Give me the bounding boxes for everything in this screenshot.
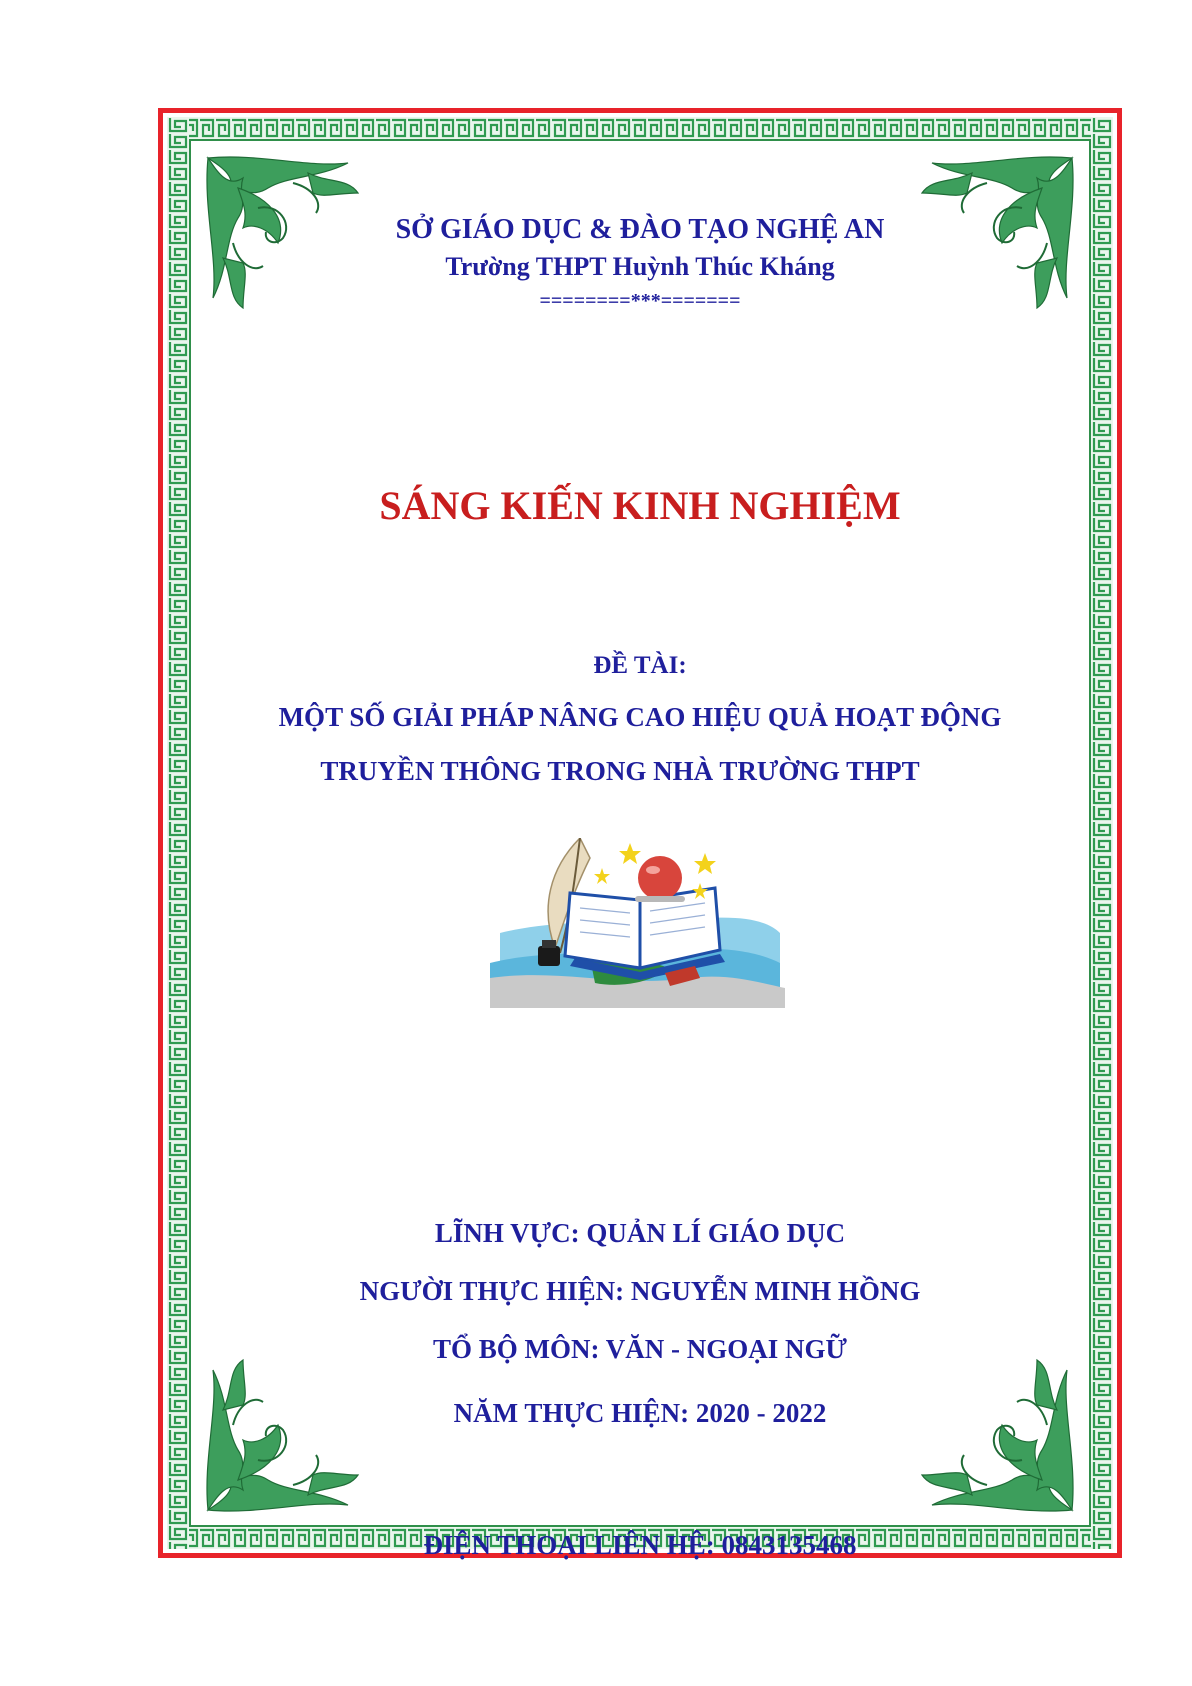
- content-area: [189, 139, 1091, 1527]
- floral-corner-bottom-left-icon: [198, 1350, 368, 1520]
- year-line: NĂM THỰC HIỆN: 2020 - 2022: [453, 1398, 827, 1428]
- topic-line-1: MỘT SỐ GIẢI PHÁP NÂNG CAO HIỆU QUẢ HOẠT ĐỘNG: [278, 702, 1002, 732]
- topic-label: ĐỀ TÀI:: [593, 652, 687, 679]
- header-separator: ========***=======: [539, 290, 741, 312]
- document-title: SÁNG KIẾN KINH NGHIỆM: [379, 483, 901, 528]
- phone-line: ĐIỆN THOẠI LIÊN HỆ: 0843135468: [423, 1530, 857, 1560]
- topic-line-2: TRUYỀN THÔNG TRONG NHÀ TRƯỜNG THPT: [320, 756, 920, 786]
- open-book-quill-globe-icon: [480, 838, 790, 1008]
- border-band-right: [1091, 117, 1113, 1549]
- floral-corner-bottom-right-icon: [912, 1350, 1082, 1520]
- border-band-left: [167, 117, 189, 1549]
- school-name: Trường THPT Huỳnh Thúc Kháng: [445, 252, 835, 281]
- field-line: LĨNH VỰC: QUẢN LÍ GIÁO DỤC: [434, 1218, 846, 1248]
- department-heading: SỞ GIÁO DỤC & ĐÀO TẠO NGHỆ AN: [395, 214, 885, 245]
- department-line: TỔ BỘ MÔN: VĂN - NGOẠI NGỮ: [433, 1334, 847, 1364]
- author-line: NGƯỜI THỰC HIỆN: NGUYỄN MINH HỒNG: [359, 1276, 921, 1306]
- border-band-top: [167, 117, 1113, 139]
